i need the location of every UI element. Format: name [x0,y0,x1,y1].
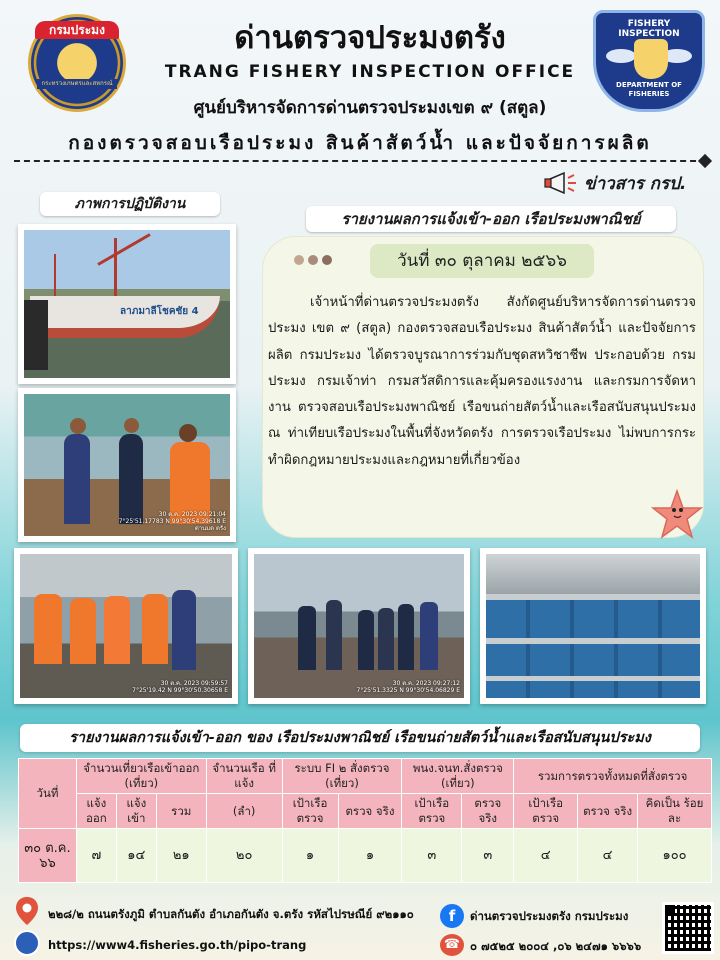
table-header-row [19,759,712,794]
report-table [18,758,712,883]
decorative-dots [294,250,336,269]
photo-officers-inspection-1 [18,388,236,542]
photo-fishing-boat [18,224,236,384]
footer-website-link[interactable]: https://www4.fisheries.go.th/pipo-trang [48,938,307,952]
subheader-cell: (ลำ) [206,794,282,829]
col-header-trips: จำนวนเที่ยวเรือเข้าออก (เที่ยว) [76,759,206,794]
table-cell: ๑ [282,829,338,883]
section-report-label: รายงานผลการแจ้งเข้า-ออก เรือประมงพาณิชย์ [306,206,676,232]
footer-facebook-link[interactable]: ด่านตรวจประมงตรัง กรมประมง [470,909,629,923]
page-title-english: TRANG FISHERY INSPECTION OFFICE [164,62,576,82]
photo-officers-group [14,548,238,704]
dot-icon [308,255,318,265]
starfish-icon [650,488,704,542]
wing-left-shape [606,49,636,63]
subheader-cell: เป้าเรือ ตรวจ [282,794,338,829]
table-cell: ๔ [514,829,578,883]
report-date: วันที่ ๓๐ ตุลาคม ๒๕๖๖ [370,244,594,278]
subtitle-center: ศูนย์บริหารจัดการด่านตรวจประมงเขต ๙ (สตูล) [193,98,547,118]
report-body: เจ้าหน้าที่ด่านตรวจประมงตรัง สังกัดศูนย์บริหารจัดการด่านตรวจประมง เขต ๙ (สตูล) กองตรวจสอบเรือประมง สินค้าสัตว์น้ำ และปัจจัยการผลิต กรมประมง ได้ตรวจบูรณาการร่วมกับชุดสหวิชาชีพ ประกอบด้วย กรมประมง กรมเจ้าท่า กรมสวัสดิการและคุ้มครองแรงงาน และกรมการจัดหางาน ตรวจสอบเรือประมงพาณิชย์ เรือขนถ่ายสัตว์น้ำและเรือสนับสนุนประมง ณ ท่าเทียบเรือประมงในพื้นที่จังหวัดตรัง การตรวจเรือประมง ไม่พบการกระทำผิดกฎหมายประมงและกฎหมายที่เกี่ยวข้อง [268,295,696,468]
table-cell: ๒๑ [156,829,206,883]
logo-left-subtext: กระทรวงเกษตรและสหกรณ์ [37,79,117,89]
subheader-cell: คิดเป็น ร้อยละ [638,794,712,829]
photo-officers-pier [248,548,470,704]
dot-icon [294,255,304,265]
table-cell: ๓ [462,829,514,883]
footer-phone: ๐ ๗๕๒๕ ๒๐๐๔ ,๐๖ ๒๔๗๑ ๖๖๖๖ [470,939,642,953]
table-cell: ๔ [578,829,638,883]
col-header-total: รวมการตรวจทั้งหมดที่สั่งตรวจ [514,759,712,794]
subheader-cell: ตรวจ จริง [338,794,402,829]
emblem-shield-icon [634,39,668,79]
logo-left-band: กรมประมง [35,21,119,39]
col-header-date: วันที่ [19,759,77,829]
boat-name-label: ลาภมาลีโชคชัย 4 [120,306,199,317]
department-of-fisheries-logo [28,14,126,112]
subheader-cell: รวม [156,794,206,829]
megaphone-icon [542,170,580,196]
logo-right-top-text: FISHERY INSPECTION [618,19,680,39]
globe-icon [14,930,40,956]
table-cell: ๓ [402,829,462,883]
subheader-cell: เป้าเรือ ตรวจ [402,794,462,829]
photo-fish-crates [480,548,706,704]
facebook-icon: f [440,904,464,928]
phone-icon: ☎ [440,934,464,956]
dot-icon [322,255,332,265]
photo-timestamp: 30 ต.ค. 2023 09:21:04 7°25'51.17783 N 99°30'54.39618 E ด่านมด ตรัง [118,511,226,532]
photo-timestamp: 30 ต.ค. 2023 09:59:57 7°25'19.42 N 99°30'50.30658 E [132,680,228,694]
subheader-cell: แจ้ง เข้า [116,794,156,829]
subheader-cell: ตรวจ จริง [462,794,514,829]
location-pin-icon [14,896,40,926]
table-cell: ๑๐๐ [638,829,712,883]
news-label: ข่าวสาร กรป. [584,174,687,194]
section-photos-label: ภาพการปฏิบัติงาน [40,192,220,216]
row-date: ๓๐ ต.ค. ๖๖ [19,829,77,883]
table-cell: ๑ [338,829,402,883]
col-header-officer: พนง.จนท.สั่งตรวจ (เที่ยว) [402,759,514,794]
subheader-cell: ตรวจ จริง [578,794,638,829]
dashed-divider [14,160,706,162]
subheader-cell: เป้าเรือ ตรวจ [514,794,578,829]
table-row [19,829,712,883]
subtitle-division: กองตรวจสอบเรือประมง สินค้าสัตว์น้ำ และปัจจัยการผลิต [68,132,652,154]
col-header-boats: จำนวนเรือ ที่แจ้ง [206,759,282,794]
table-cell: ๗ [76,829,116,883]
qr-code-icon[interactable] [662,902,714,954]
table-subheader-row [19,794,712,829]
col-header-fi2: ระบบ FI ๒ สั่งตรวจ (เที่ยว) [282,759,402,794]
subheader-cell: แจ้ง ออก [76,794,116,829]
table-title: รายงานผลการแจ้งเข้า-ออก ของ เรือประมงพาณิชย์ เรือขนถ่ายสัตว์น้ำและเรือสนับสนุนประมง [20,724,700,752]
logo-right-bottom-text: DEPARTMENT OF FISHERIES [616,81,682,98]
page-title: ด่านตรวจประมงตรัง [234,20,506,56]
table-cell: ๒๐ [206,829,282,883]
photo-timestamp: 30 ต.ค. 2023 09:27:12 7°25'51.3325 N 99°30'54.06829 E [356,680,460,694]
footer-address: ๒๒๘/๒ ถนนตรังภูมิ ตำบลกันตัง อำเภอกันตัง จ.ตรัง รหัสไปรษณีย์ ๙๒๑๑๐ [48,907,414,921]
table-cell: ๑๔ [116,829,156,883]
